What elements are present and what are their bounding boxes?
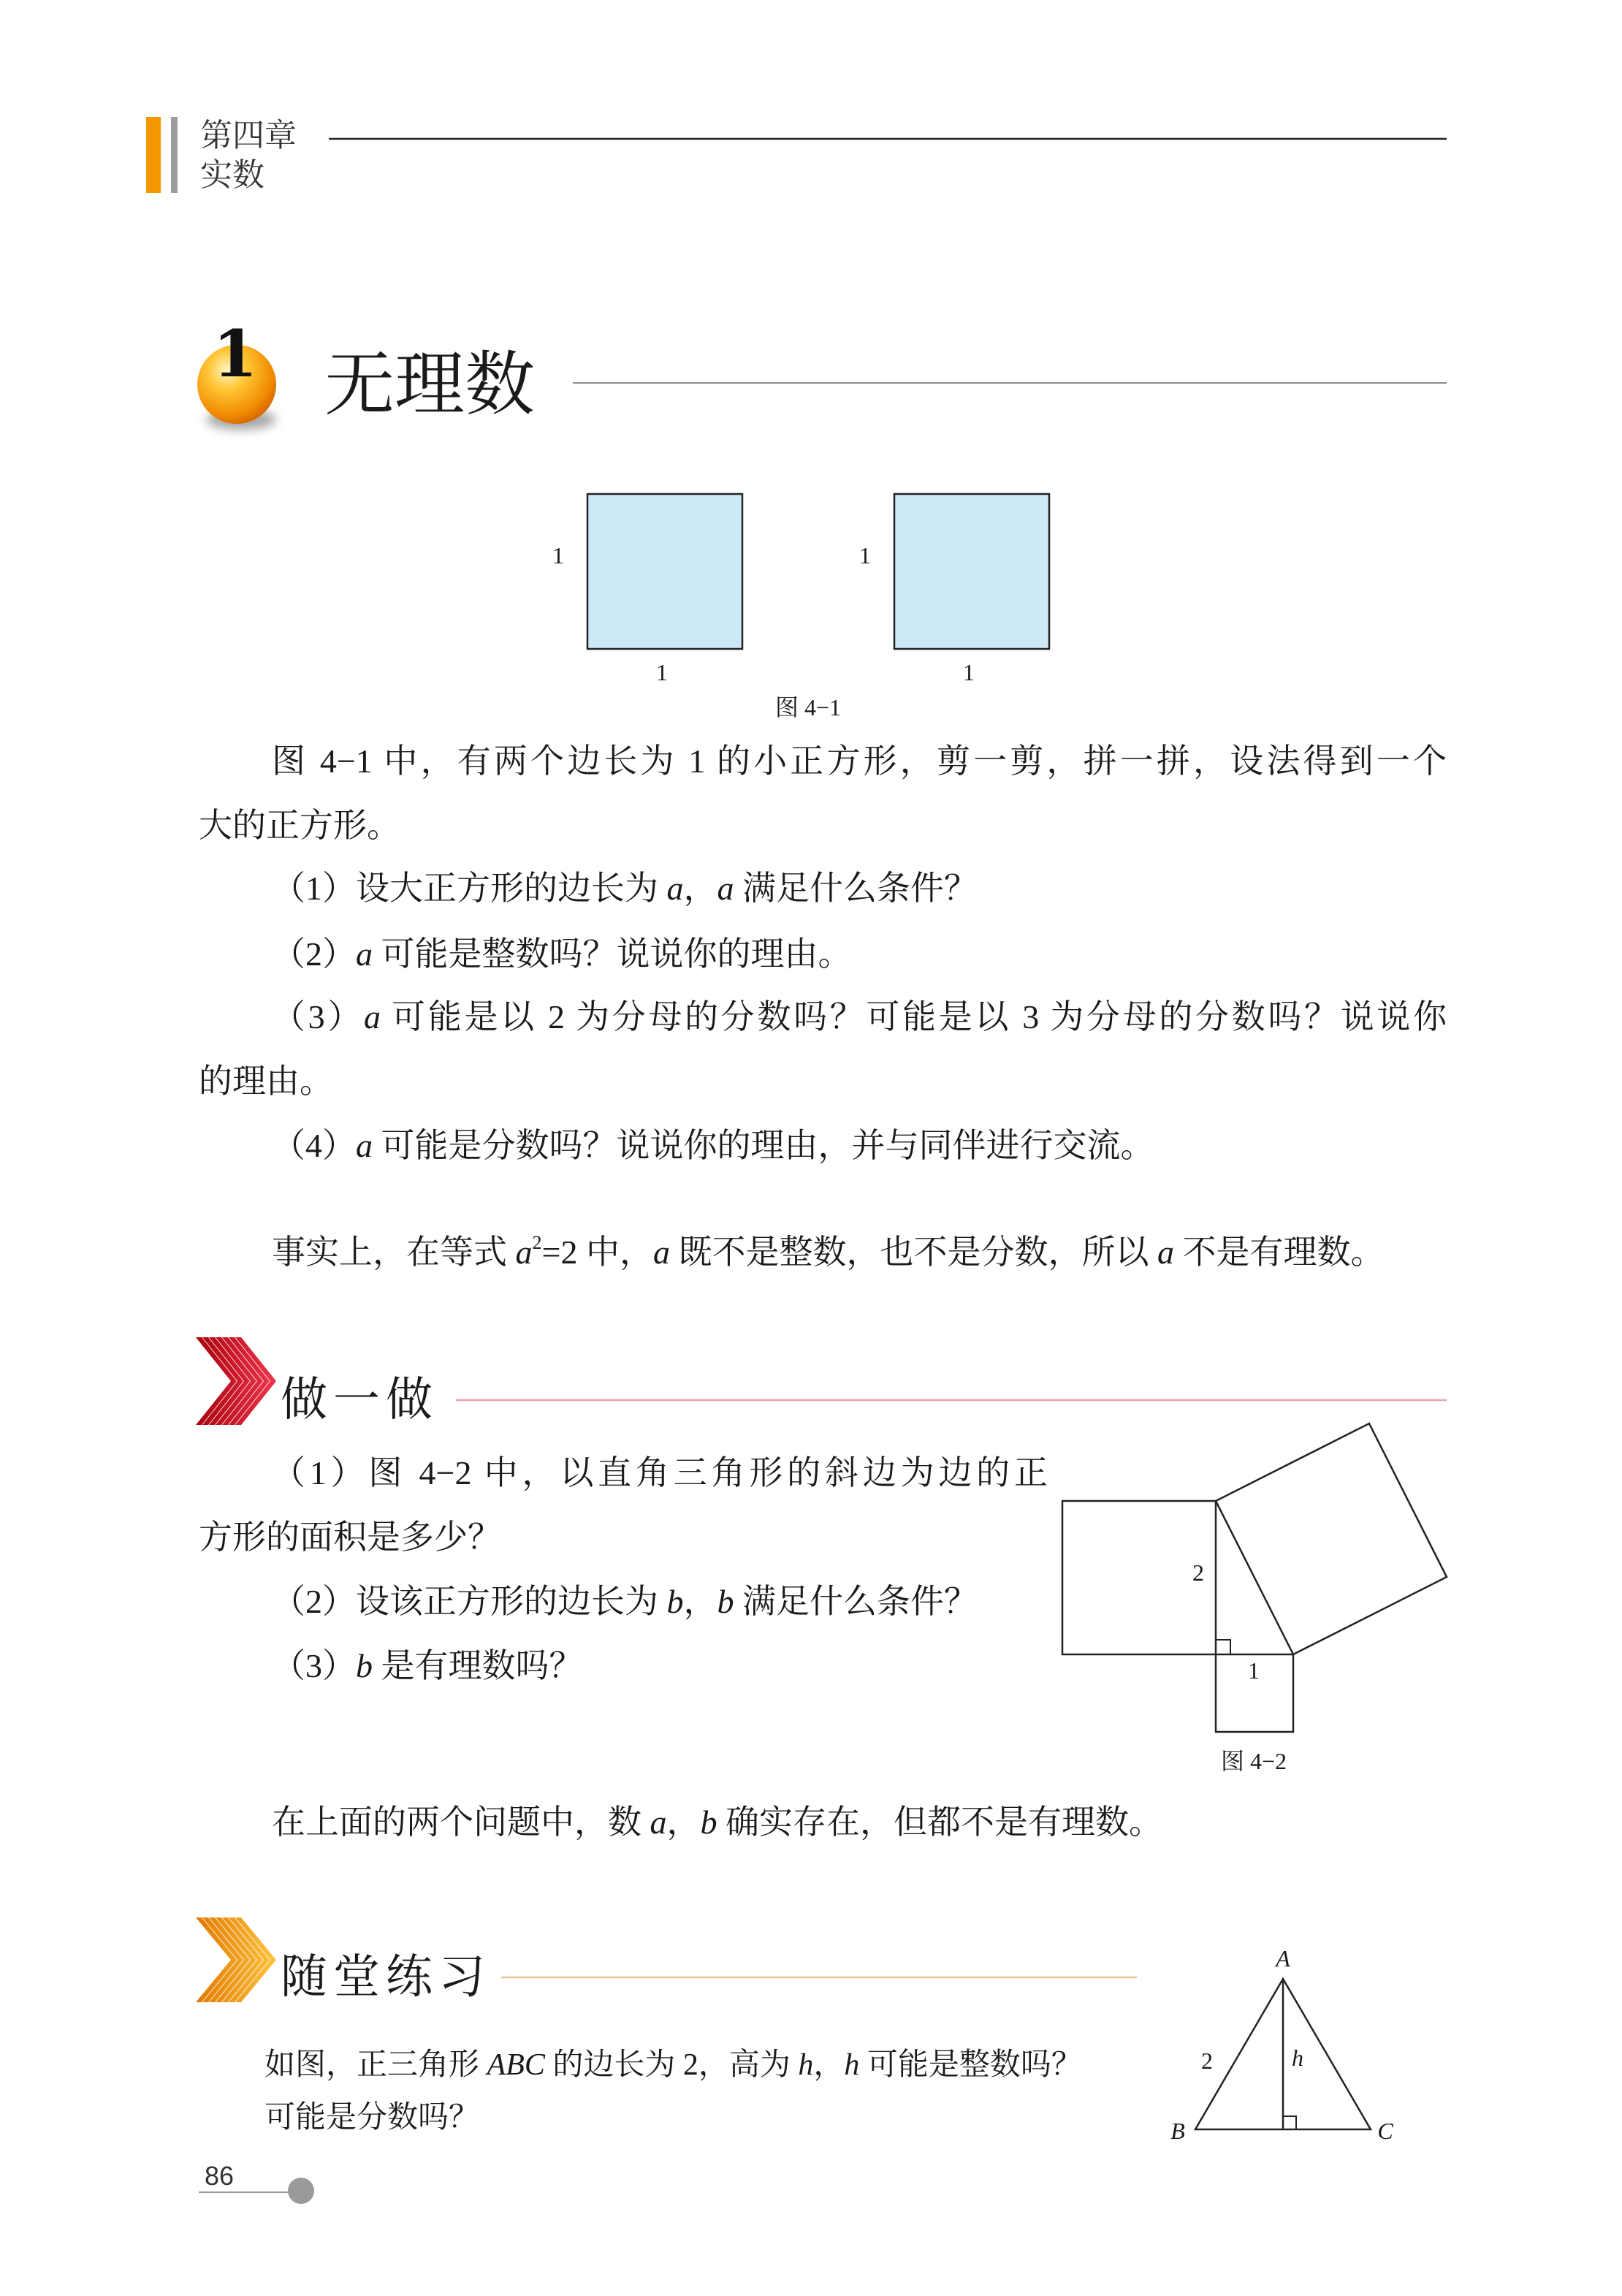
question-4-text: 可能是分数吗？说说你的理由，并与同伴进行交流。 [373, 1127, 1154, 1164]
triangle-name: ABC [487, 2048, 545, 2082]
equilateral-triangle-figure [1195, 1979, 1371, 2129]
variable-b: b [717, 1583, 734, 1620]
height-right-angle-mark [1283, 2116, 1296, 2129]
fact-text: 不是有理数。 [1173, 1233, 1385, 1271]
triangle-side-label: 2 [1201, 2048, 1213, 2074]
question-3-text: 可能是以 2 为分母的分数吗？可能是以 3 为分母的分数吗？说说你 [381, 998, 1447, 1035]
question-3-line-1 [272, 995, 1447, 1039]
variable-a: a [717, 870, 734, 907]
left-square-bottom-label: 1 [656, 659, 668, 685]
do-it-question-2 [272, 1580, 978, 1624]
chapter-title: 实数 [200, 156, 264, 194]
unit-square-right [894, 494, 1049, 649]
question-1-text: ， [683, 870, 717, 907]
vertex-a-label: A [1276, 1945, 1290, 1972]
question-2 [272, 932, 852, 976]
unit-square-left [587, 494, 742, 649]
question-2-text: （2） [272, 935, 356, 973]
practice-line-2: 可能是分数吗？ [264, 2101, 480, 2135]
variable-a: a [1157, 1233, 1174, 1271]
practice-heading: 随堂练习 [281, 1950, 491, 2004]
conclusion-text: 在上面的两个问题中，数 [272, 1803, 650, 1841]
question-4-text: （4） [272, 1127, 356, 1164]
right-square-side-label: 1 [859, 542, 871, 569]
practice-text: 如图，正三角形 [264, 2048, 487, 2082]
long-leg-label: 2 [1192, 1559, 1204, 1586]
practice-line-1 [264, 2045, 1082, 2086]
question-3-line-2: 的理由。 [199, 1063, 333, 1100]
conclusion [272, 1801, 1162, 1844]
variable-a: a [650, 1803, 667, 1841]
variable-a: a [356, 1127, 373, 1164]
intro-line-2: 大的正方形。 [199, 807, 400, 844]
figure-4-2 [1062, 1423, 1447, 1732]
do-it-question-2-text: （2）设该正方形的边长为 [272, 1583, 667, 1620]
orange-chevrons-icon [196, 1917, 276, 2002]
do-it-question-1-line-1: （1）图 4−2 中，以直角三角形的斜边为边的正 [272, 1454, 1048, 1491]
exponent: 2 [532, 1232, 542, 1253]
page-number: 86 [205, 2161, 235, 2191]
do-it-question-1-line-2: 方形的面积是多少？ [199, 1518, 501, 1556]
question-1-text: 满足什么条件？ [734, 870, 978, 907]
variable-b: b [666, 1583, 684, 1620]
do-it-question-2-text: ， [683, 1583, 717, 1620]
variable-b: b [700, 1803, 717, 1841]
left-square-side-label: 1 [552, 542, 564, 569]
right-angle-mark [1216, 1640, 1230, 1654]
question-1 [272, 867, 978, 911]
question-3-text: （3） [272, 998, 364, 1035]
variable-a: a [364, 998, 381, 1035]
question-1-text: （1）设大正方形的边长为 [272, 870, 667, 907]
fact-text: =2 中， [541, 1233, 653, 1271]
question-4 [272, 1124, 1154, 1168]
chapter-number: 第四章 [200, 117, 297, 154]
do-it-heading: 做一做 [281, 1373, 438, 1427]
chapter-secondary-bar [171, 117, 178, 193]
short-leg-label: 1 [1248, 1657, 1260, 1684]
section-number: 1 [213, 316, 258, 392]
hypotenuse-square [1216, 1423, 1447, 1654]
chapter-marker [146, 117, 178, 193]
vertex-b-label: B [1170, 2118, 1185, 2144]
conclusion-text: 确实存在，但都不是有理数。 [717, 1803, 1162, 1841]
figure-4-2-caption: 图 4−2 [1220, 1748, 1287, 1774]
do-it-question-3 [272, 1644, 583, 1688]
do-it-question-3-text: （3） [272, 1647, 356, 1684]
variable-a: a [356, 935, 373, 973]
intro-line-1: 图 4−1 中，有两个边长为 1 的小正方形，剪一剪，拼一拼，设法得到一个 [272, 742, 1447, 780]
conclusion-text: ， [666, 1803, 701, 1841]
red-chevrons-icon [196, 1337, 276, 1425]
fact-text: 既不是整数，也不是分数，所以 [669, 1233, 1157, 1271]
practice-text: 的边长为 2，高为 [544, 2048, 799, 2082]
variable-a: a [666, 870, 684, 907]
section-title: 无理数 [324, 343, 535, 425]
triangle-height-label: h [1292, 2045, 1303, 2071]
chapter-accent-bar [146, 117, 161, 193]
practice-text: ， [813, 2048, 845, 2082]
variable-h: h [798, 2048, 814, 2082]
variable-b: b [356, 1647, 373, 1684]
do-it-question-2-text: 满足什么条件？ [734, 1583, 978, 1620]
variable-a: a [515, 1233, 533, 1271]
variable-h: h [844, 2048, 860, 2082]
figure-4-1-caption: 图 4−1 [774, 694, 842, 721]
question-2-text: 可能是整数吗？说说你的理由。 [373, 935, 852, 973]
variable-a: a [652, 1233, 670, 1271]
right-square-bottom-label: 1 [963, 659, 975, 685]
practice-text: 可能是整数吗？ [859, 2048, 1082, 2082]
fact-statement [272, 1231, 1384, 1274]
page-number-dot [288, 2178, 314, 2204]
figure-4-1 [552, 494, 1049, 721]
vertex-c-label: C [1377, 2118, 1393, 2144]
fact-text: 事实上，在等式 [272, 1233, 516, 1271]
do-it-question-3-text: 是有理数吗？ [373, 1647, 583, 1684]
